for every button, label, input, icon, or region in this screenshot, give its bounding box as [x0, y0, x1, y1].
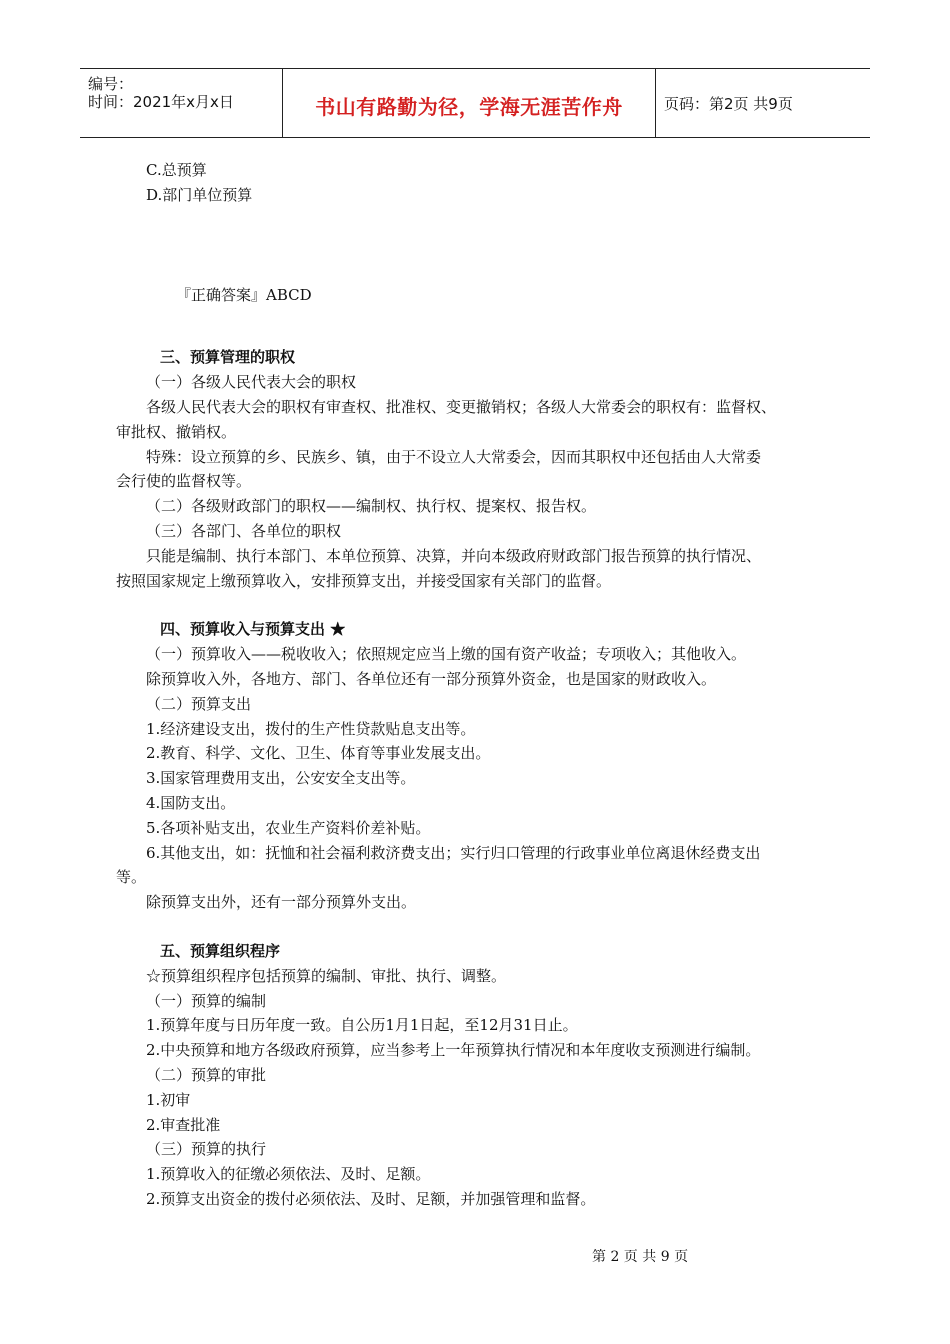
list-item: 3.国家管理费用支出，公安安全支出等。: [146, 769, 416, 788]
list-item-continuation: 等。: [116, 868, 147, 887]
number-label: 编号：: [88, 75, 134, 93]
s3-special-b: 会行使的监督权等。: [116, 472, 252, 491]
s5-p2-title: （二）预算的审批: [146, 1065, 267, 1084]
s3-p1-title: （一）各级人民代表大会的职权: [146, 373, 357, 392]
page-footer: 第 2 页 共 9 页: [592, 1249, 689, 1265]
s5-p3-title: （三）预算的执行: [146, 1140, 267, 1159]
s5-p1-title: （一）预算的编制: [146, 991, 267, 1010]
s3-p3-text-a: 只能是编制、执行本部门、本单位预算、决算，并向本级政府财政部门报告预算的执行情况、: [146, 546, 762, 565]
header-motto-cell: [282, 69, 656, 137]
section-5-title: 五、预算组织程序: [160, 941, 281, 960]
document-body: [116, 158, 836, 1212]
date-label: 时间：2021年x月x日: [88, 93, 234, 111]
s4-p1: （一）预算收入——税收收入；依照规定应当上缴的国有资产收益；专项收入；其他收入。: [146, 645, 747, 664]
option-c: C.总预算: [146, 161, 207, 179]
answer: 『正确答案』ABCD: [176, 285, 312, 304]
page-header: [80, 68, 870, 138]
section-3-title: 三、预算管理的职权: [160, 348, 296, 367]
option-d: D.部门单位预算: [146, 185, 253, 204]
s4-p2-note: 除预算支出外，还有一部分预算外支出。: [146, 893, 417, 912]
s5-intro: ☆预算组织程序包括预算的编制、审批、执行、调整。: [146, 966, 507, 985]
list-item: 1.经济建设支出，拨付的生产性贷款贴息支出等。: [146, 719, 476, 738]
list-item: 2.预算支出资金的拨付必须依法、及时、足额，并加强管理和监督。: [146, 1189, 596, 1208]
s3-p1-text-b: 审批权、撤销权。: [116, 422, 237, 441]
s3-p3-title: （三）各部门、各单位的职权: [146, 521, 342, 540]
list-item: 1.预算收入的征缴必须依法、及时、足额。: [146, 1165, 431, 1184]
s4-p2-title: （二）预算支出: [146, 694, 252, 713]
s3-special-a: 特殊：设立预算的乡、民族乡、镇，由于不设立人大常委会，因而其职权中还包括由人大常委: [146, 447, 762, 466]
list-item: 2.中央预算和地方各级政府预算，应当参考上一年预算执行情况和本年度收支预测进行编制。: [146, 1041, 761, 1060]
list-item: 1.初审: [146, 1090, 191, 1109]
list-item: 2.教育、科学、文化、卫生、体育等事业发展支出。: [146, 744, 491, 763]
s4-p1-note: 除预算收入外，各地方、部门、各单位还有一部分预算外资金，也是国家的财政收入。: [146, 669, 717, 688]
list-item: 6.其他支出，如：抚恤和社会福利救济费支出；实行归口管理的行政事业单位离退休经费支出: [146, 843, 761, 862]
page-indicator: 页码：第2页 共9页: [664, 95, 793, 113]
s3-p2: （二）各级财政部门的职权——编制权、执行权、提案权、报告权。: [146, 497, 597, 516]
section-4-title: 四、预算收入与预算支出 ★: [160, 620, 346, 639]
list-item: 2.审查批准: [146, 1115, 221, 1134]
list-item: 1.预算年度与日历年度一致。自公历1月1日起，至12月31日止。: [146, 1016, 578, 1035]
header-meta: [80, 69, 282, 137]
list-item: 5.各项补贴支出，农业生产资料价差补贴。: [146, 818, 431, 837]
s3-p1-text-a: 各级人民代表大会的职权有审查权、批准权、变更撤销权；各级人大常委会的职权有：监督权、: [146, 397, 777, 416]
s3-p3-text-b: 按照国家规定上缴预算收入，安排预算支出，并接受国家有关部门的监督。: [116, 571, 612, 590]
list-item: 4.国防支出。: [146, 793, 236, 812]
motto: 书山有路勤为径，学海无涯苦作舟: [315, 95, 623, 119]
